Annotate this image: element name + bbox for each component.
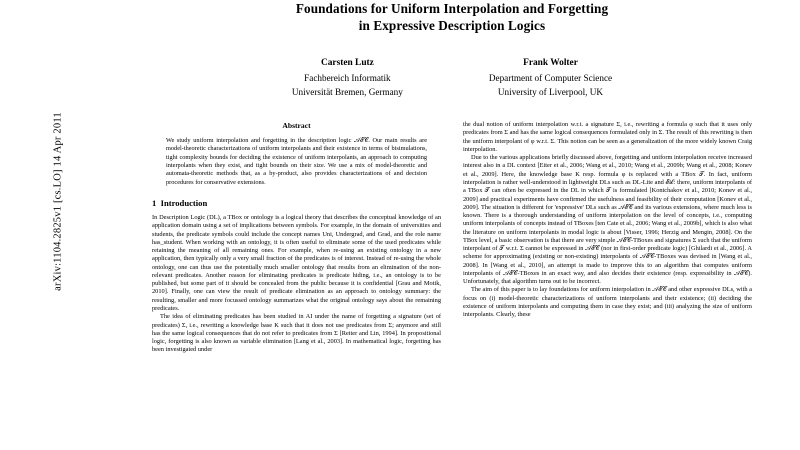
- section-1-number: 1: [152, 197, 157, 208]
- section-1-heading: [152, 198, 441, 209]
- author-1-affiliation-line-1: Fachbereich Informatik: [304, 73, 391, 84]
- right-column-paragraph-3: The aim of this paper is to lay foundations for uniform interpolation in 𝒜ℰ𝒞 and other expressive DLs, with a focus on (i) model-theoretic characterizations of uniform interpolants and their existence; (ii) deciding the existence of uniform interpolants and computing them in case they exist; and (iii) analyzing the size of uniform interpolants. Clearly, these: [463, 286, 752, 319]
- abstract-heading: Abstract: [282, 121, 311, 131]
- title-line-1: Foundations for Uniform Interpolation and Forgetting: [295, 1, 609, 16]
- abstract-body: We study uniform interpolation and forgetting in the description logic 𝒜ℰ𝒞. Our main results are model-theoretic characterizations of uniform interpolants and their existence in terms of bisimulations, tight complexity bounds for deciding the existence of uniform interpolants, an approach to computing interpolants when they exist, and tight bounds on their size. We use a mix of model-theoretic and automata-theoretic methods that, as a by-product, also provides characterizations of and decision procedures for conservative extensions.: [166, 137, 427, 186]
- author-2-name: Frank Wolter: [523, 57, 578, 68]
- section-1-title: Introduction: [160, 197, 208, 208]
- author-2-affiliation-line-1: Department of Computer Science: [488, 73, 613, 84]
- author-2-affiliation-line-2: University of Liverpool, UK: [497, 86, 604, 97]
- author-1: [292, 57, 403, 99]
- section-1-paragraph-1: In Description Logic (DL), a TBox or ontology is a logical theory that describes the conceptual knowledge of an application domain using a set of implications between symbols. For example, in the domain of universities and students, the predicate symbols could include the concept names Uni, Undergrad, and Grad, and the role name has_student. When working with an ontology, it is often useful to eliminate some of the used predicates while retaining the meaning of all remaining ones. For example, when re-using an existing ontology in a new application, then typically only a very small fraction of the predicates is of interest. Instead of re-using the whole ontology, one can thus use the potentially much smaller ontology that results from an elimination of the non-relevant predicates. Another reason for eliminating predicates is predicate hiding, i.e., an ontology is to be published, but some part of it should be concealed from the public because it is confidential [Grau and Motik, 2010]. Finally, one can view the result of predicate elimination as an approach to ontology summary: the resulting, smaller and more focussed ontology summarizes what the original ontology says about the remaining predicates.: [152, 214, 441, 312]
- author-block: [152, 57, 752, 99]
- arxiv-identifier-stamp: arXiv:1104.2825v1 [cs.LO] 14 Apr 2011: [52, 112, 64, 291]
- left-column: [152, 121, 441, 354]
- right-column-paragraph-2: Due to the various applications briefly discussed above, forgetting and uniform interpolation receive increased interest also in a DL context [Eiter et al., 2006; Wang et al., 2010; Wang et al., 2009b; Wang et al., 2008; Konev et al., 2009]. Here, the knowledge base K resp. formula φ is replaced with a TBox 𝒯. In fact, uniform interpolation is rather well-understood in lightweight DLs such as DL-Lite and ℰℒ: there, uniform interpolants of a TBox 𝒯 can often be expressed in the DL in which 𝒯 is formulated [Kontchakov et al., 2010; Konev et al., 2009] and practical experiments have confirmed the usefulness and feasibility of their computation [Konev et al., 2009]. The situation is different for 'expressive' DLs such as 𝒜ℰ𝒞 and its various extensions, where much less is known. There is a thorough understanding of uniform interpolation on the level of concepts, i.e., computing uniform interpolants of concepts instead of TBoxes [ten Cate et al., 2006; Wang et al., 2009b], which is also what the literature on uniform interpolants in modal logic is about [Visser, 1996; Herzig and Mengin, 2008]. On the TBox level, a basic observation is that there are very simple 𝒜ℰ𝒞-TBoxes and signatures Σ such that the uniform interpolant of 𝒯 w.r.t. Σ cannot be expressed in 𝒜ℰ𝒞 (nor in first-order predicate logic) [Ghilardi et al., 2006]. A scheme for approximating (existing or non-existing) interpolants of 𝒜ℰ𝒞-TBoxes was devised in [Wang et al., 2008]. In [Wang et al., 2010], an attempt is made to improve this to an algorithm that computes uniform interpolants of 𝒜ℰ𝒞-TBoxes in an exact way, and also decides their existence (resp. expressibility in 𝒜ℰ𝒞). Unfortunately, that algorithm turns out to be incorrect.: [463, 154, 752, 286]
- author-1-affiliation-line-2: Universität Bremen, Germany: [291, 86, 403, 97]
- author-2: [489, 57, 612, 99]
- right-column: [463, 121, 752, 354]
- section-1-paragraph-2: The idea of eliminating predicates has been studied in AI under the name of forgetting a signature (set of predicates) Σ, i.e., rewriting a knowledge base K such that it does not use predicates from Σ; anymore and still has the same logical consequences that do not refer to predicates from Σ [Reiter and Lin, 1994]. In propositional logic, forgetting is also known as variable elimination [Lang et al., 2003]. In mathematical logic, forgetting has been investigated under: [152, 313, 441, 354]
- right-column-paragraph-1: the dual notion of uniform interpolation w.r.t. a signature Σ, i.e., rewriting a formula φ such that it uses only predicates from Σ and has the same logical consequences formulated only in Σ. The result of this rewriting is then the uniform interpolant of φ w.r.t. Σ. This notion can be seen as a generalization of the more widely known Craig interpolation.: [463, 121, 752, 153]
- title-line-2: in Expressive Description Logics: [358, 18, 546, 34]
- two-column-body: [152, 121, 752, 354]
- author-1-name: Carsten Lutz: [320, 57, 374, 68]
- paper-content: [152, 0, 752, 450]
- page-title: [152, 0, 752, 35]
